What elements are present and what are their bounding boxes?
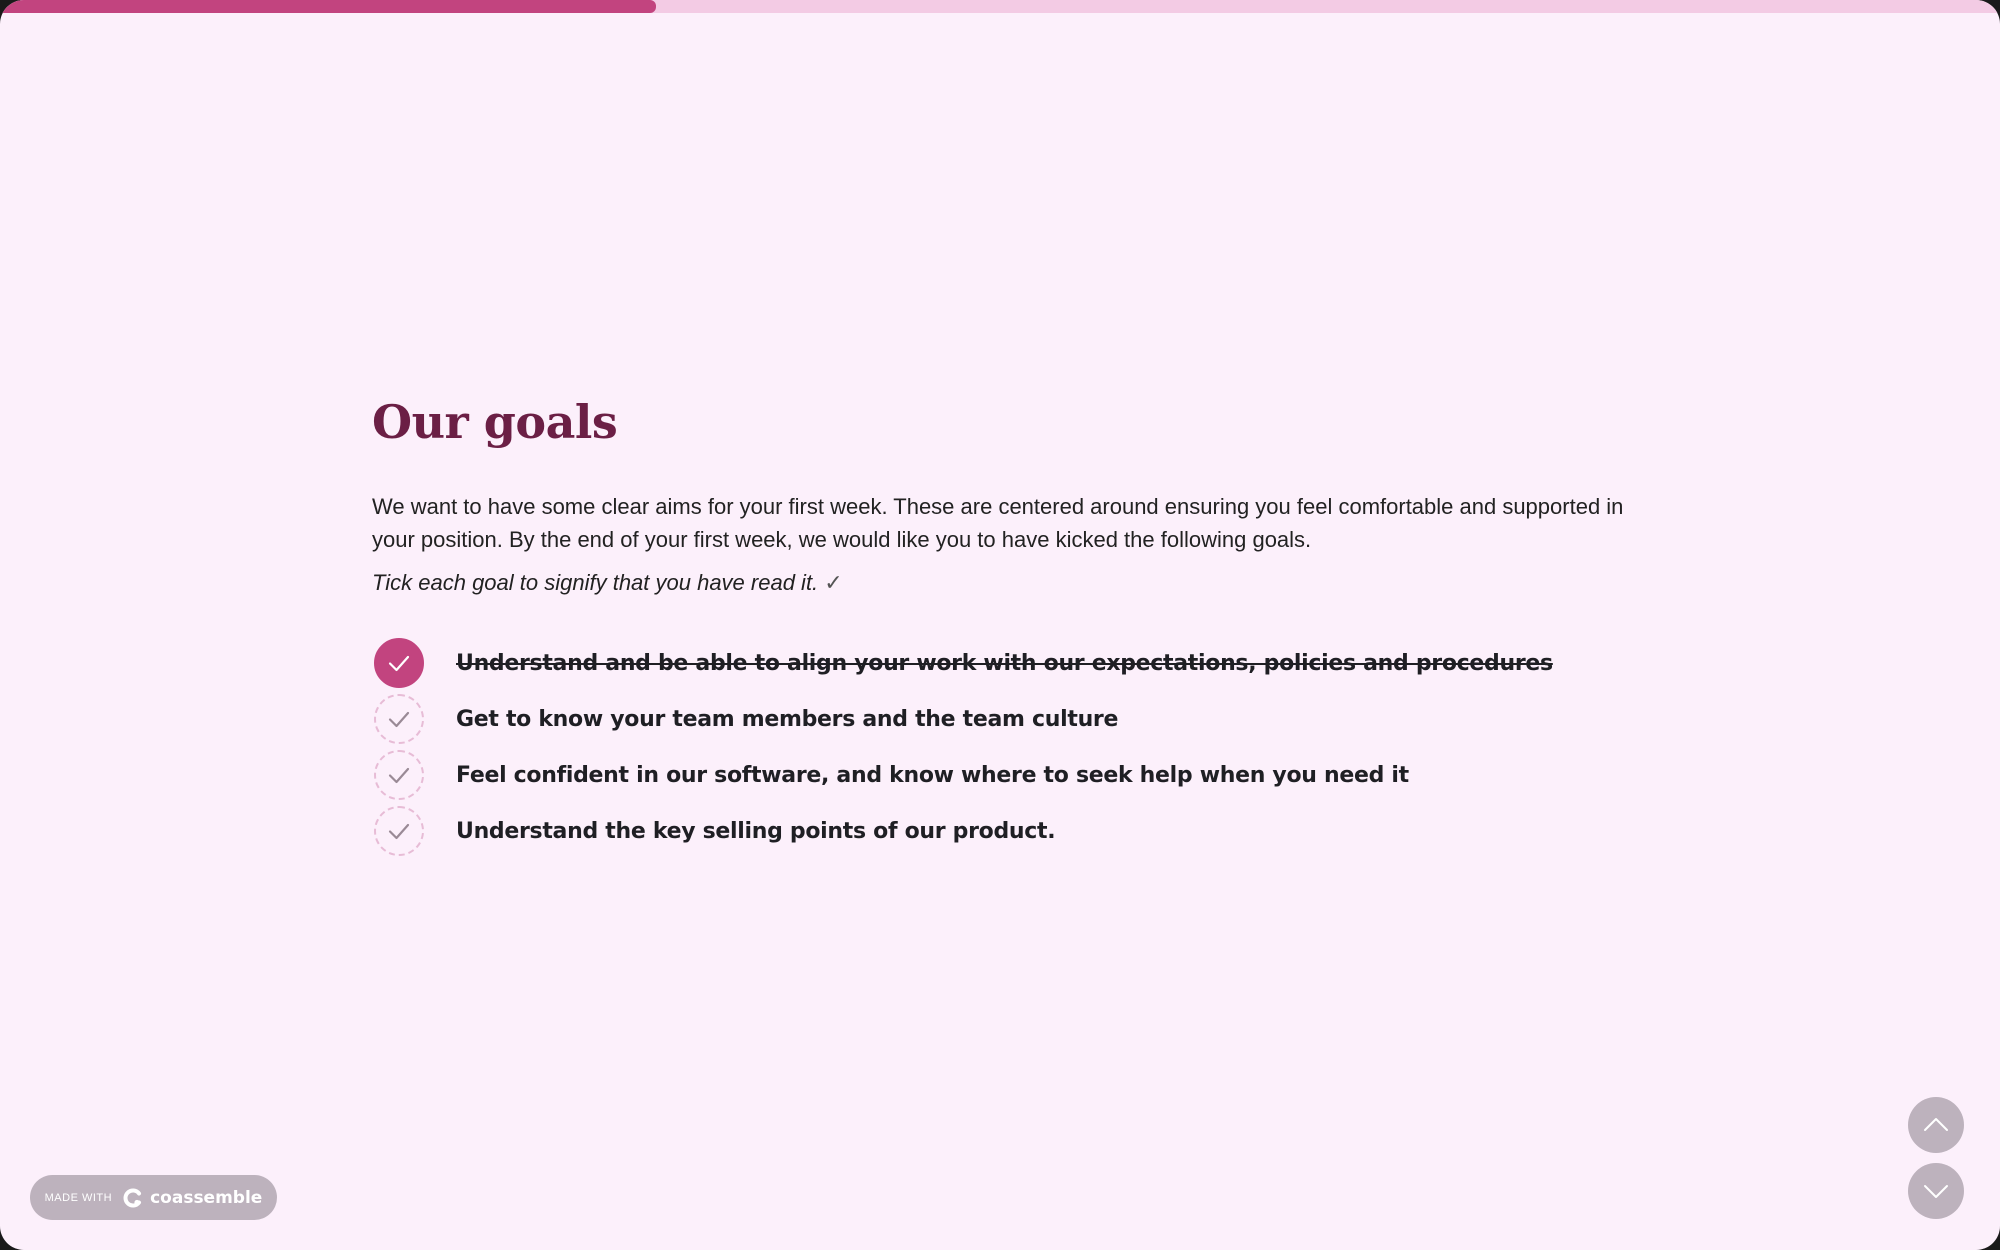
checkmark-icon [386,650,412,676]
goal-label: Understand and be able to align your work with our expectations, policies and procedures [456,650,1553,676]
goal-checkbox[interactable] [374,806,424,856]
made-with-badge[interactable] [30,1175,277,1220]
instruction-label: Tick each goal to signify that you have read it. [372,570,819,595]
content-block [372,390,1632,859]
page-title: Our goals [372,395,618,449]
goal-item[interactable] [372,691,1632,747]
checkmark-icon [386,762,412,788]
goal-item[interactable] [372,635,1632,691]
goal-label: Understand the key selling points of our product. [456,818,1056,844]
goal-checkbox[interactable] [374,638,424,688]
goal-label: Get to know your team members and the team culture [456,706,1119,732]
brand-logo [122,1187,262,1209]
goal-label: Feel confident in our software, and know where to seek help when you need it [456,762,1409,788]
intro-paragraph: We want to have some clear aims for your first week. These are centered around ensuring you feel comfortable and supported in your position. By the end of your first week, we would like you to have kicked the following goals. [372,494,1624,552]
goal-item[interactable] [372,747,1632,803]
coassemble-logo-icon [122,1187,144,1209]
chevron-down-icon [1920,1175,1952,1207]
progress-bar [0,0,2000,13]
made-with-label: MADE WITH [44,1191,113,1204]
goal-checkbox[interactable] [374,750,424,800]
instruction-text [372,566,1632,599]
checkmark-icon: ✓ [824,570,843,595]
scroll-down-button[interactable] [1908,1163,1964,1219]
brand-name: coassemble [150,1187,263,1208]
goal-checklist [372,635,1632,859]
checkmark-icon [386,818,412,844]
scroll-up-button[interactable] [1908,1097,1964,1153]
goal-item[interactable] [372,803,1632,859]
goal-checkbox[interactable] [374,694,424,744]
checkmark-icon [386,706,412,732]
progress-bar-fill [0,0,656,13]
chevron-up-icon [1920,1109,1952,1141]
